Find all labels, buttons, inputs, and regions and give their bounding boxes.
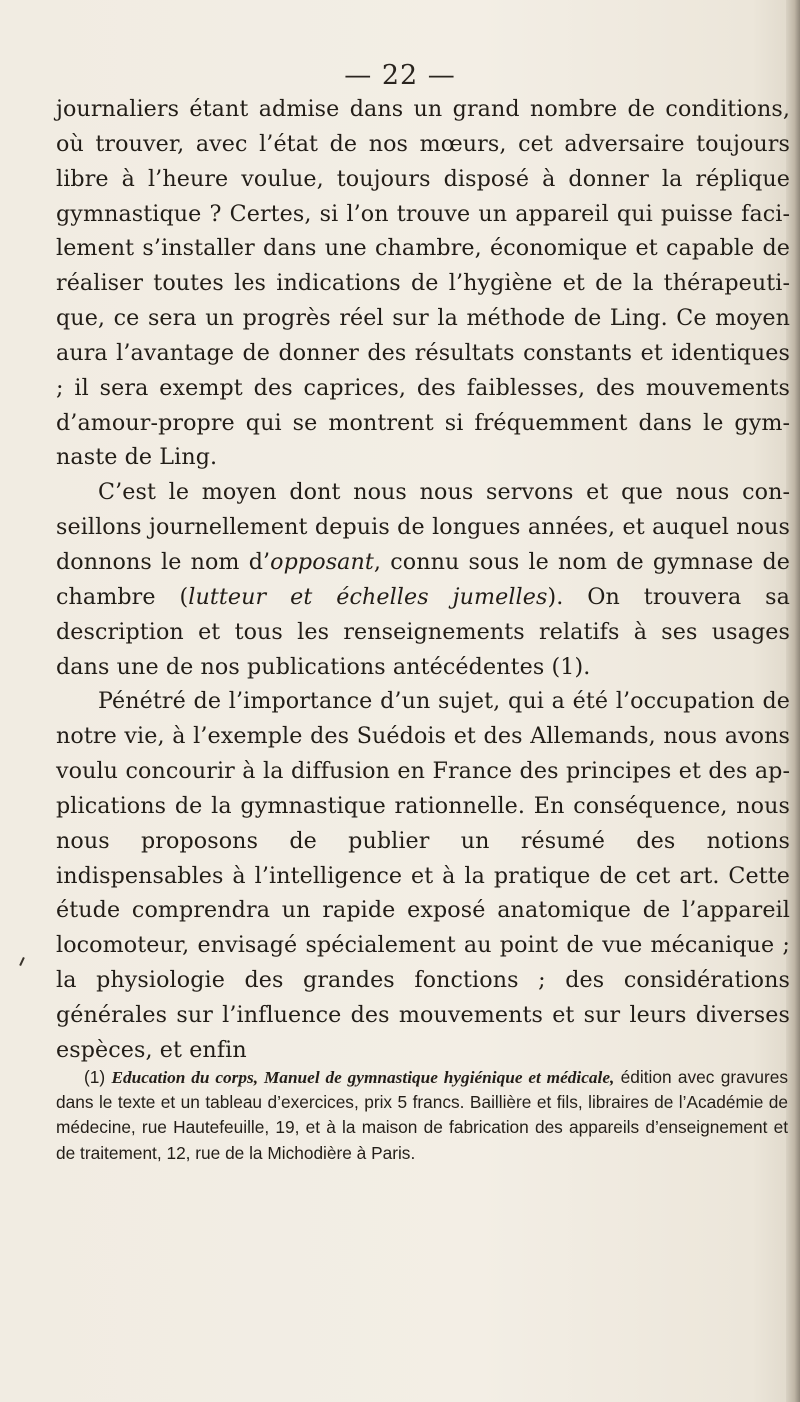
paragraph-2-italic-opposant: opposant	[270, 548, 374, 575]
footnote-1	[56, 1065, 788, 1166]
paragraph-2-part-1: C’est le moyen dont nous nous servons et que nous conseillons journellement depuis de longues années, et auquel nous donnons le nom d’	[56, 479, 790, 575]
footnote-text: édition avec gravures dans le texte et un tableau d’exercices, prix 5 francs. Baillière et fils, libraires de l’Académie de médecine, rue Hautefeuille, 19, et à la maison de fabrication des appareils d’enseignement et de traitement, 12, rue de la Michodière à Paris.	[56, 1067, 789, 1163]
paragraph-3: Pénétré de l’importance d’un sujet, qui a été l’occupation de notre vie, à l’exemple des Suédois et des Allemands, nous avons voulu concourir à la diffusion en France des principes et des applications de la gymnastique rationnelle. En conséquence, nous nous proposons de publier un résumé des notions indispensables à l’intelligence et à la pratique de cet art. Cette étude comprendra un rapide exposé anatomique de l’appareil locomoteur, envisagé spécialement au point de vue mécanique ; la physiologie des grandes fonctions ; des considérations générales sur l’influence des mouvements et sur leurs diverses espèces, et enfin	[56, 688, 790, 1063]
paragraph-1: journaliers étant admise dans un grand nombre de conditions, où trouver, avec l’état de nos mœurs, cet adversaire toujours libre à l’heure voulue, toujours disposé à donner la réplique gymnastique ? Certes, si l’on trouve un appareil qui puisse facilement s’installer dans une chambre, économique et capable de réaliser toutes les indications de l’hygiène et de la thérapeutique, ce sera un progrès réel sur la méthode de Ling. Ce moyen aura l’avantage de donner des résultats constants et identiques ; il sera exempt des caprices, des faiblesses, des mouvements d’amour-propre qui se montrent si fréquemment dans le gymnaste de Ling.	[56, 96, 790, 471]
paragraph-2-part-2: , connu sous le nom de gymnase de chambre (	[56, 548, 791, 610]
footnote-marker: (1)	[84, 1067, 112, 1087]
paragraph-2-part-3: ). On trouvera sa description et tous les renseignements relatifs à ses usages dans une de nos publications antécédentes (1).	[56, 583, 790, 680]
footnote	[56, 1065, 788, 1166]
paragraph-2-italic-lutteur: lutteur et échelles jumelles	[188, 583, 548, 610]
paragraph-2	[56, 475, 790, 684]
footnote-title: Education du corps, Manuel de gymnastique hygiénique et médicale,	[111, 1068, 615, 1087]
margin-pencil-mark	[19, 957, 25, 966]
main-text	[56, 92, 790, 1068]
page-number: — 22 —	[344, 60, 456, 91]
